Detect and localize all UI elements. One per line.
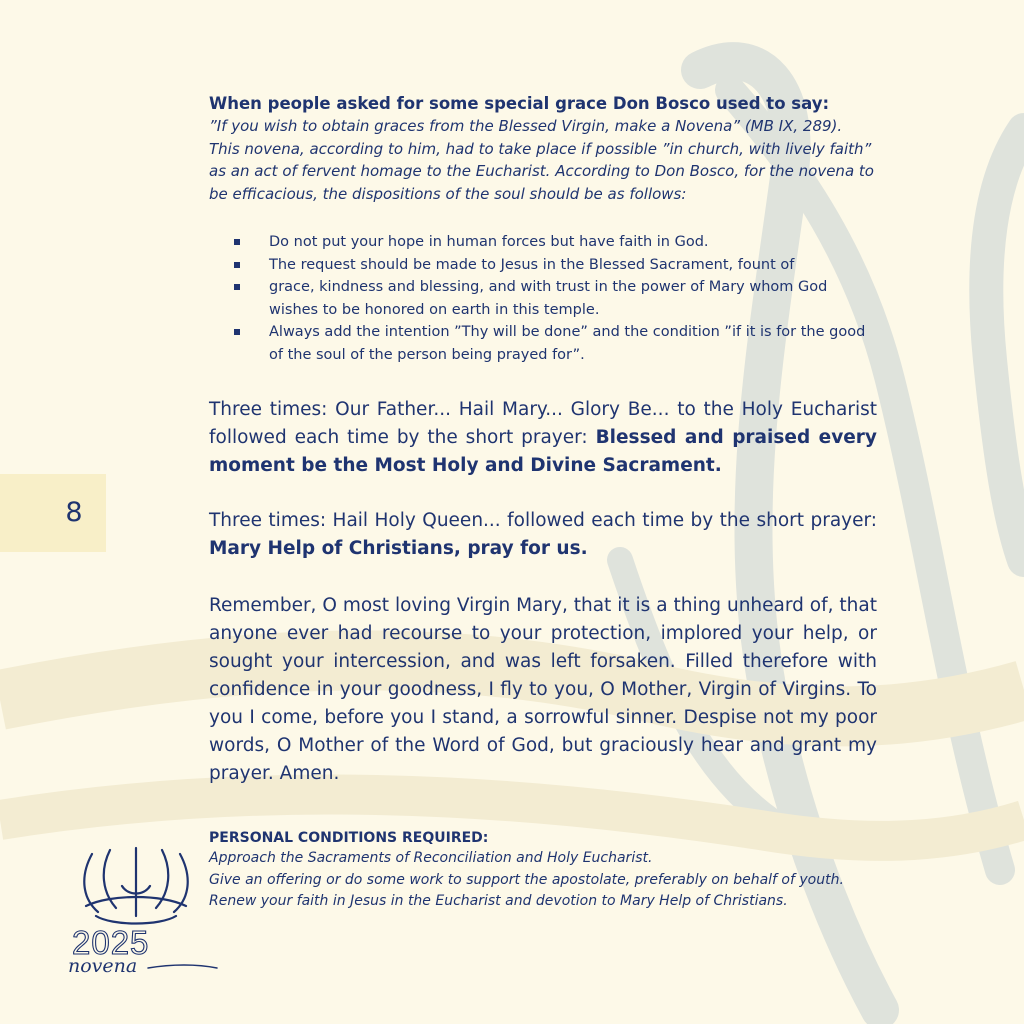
logo-year: 2025	[72, 924, 150, 961]
bullet-icon	[234, 239, 240, 245]
prayer-our-father-bold: Blessed and praised every moment be the Most Holy and Divine Sacrament.	[209, 427, 877, 477]
conditions-heading: PERSONAL CONDITIONS REQUIRED:	[209, 830, 489, 847]
prayer-hail-holy-queen-bold: Mary Help of Christians, pray for us.	[209, 538, 588, 560]
logo-swash	[148, 965, 217, 968]
memorare-prayer: Remember, O most loving Virgin Mary, that it is a thing unheard of, that anyone ever had recourse to your protection, implored your help, or sought your intercession, and was left forsaken. Filled therefore with confidence in your goodness, I fly to you, O Mother, Virgin of Virgins. To you I come, before you I stand, a sorrowful sinner. Despise not my poor words, O Mother of the Word of God, but graciously hear and grant my prayer. Amen.	[209, 595, 877, 785]
main-content	[209, 92, 877, 913]
list-item: Always add the intention ”Thy will be done” and the condition ”if it is for the good of the soul of the person being prayed for”.	[269, 321, 877, 366]
dispositions-list	[209, 231, 877, 366]
condition-item: Approach the Sacraments of Reconciliation and Holy Eucharist.	[209, 850, 653, 867]
marian-monogram-icon	[84, 848, 187, 924]
list-item: The request should be made to Jesus in the Blessed Sacrament, fount of	[269, 254, 877, 277]
list-item: Do not put your hope in human forces but have faith in God.	[269, 231, 877, 254]
prayer-our-father: Three times: Our Father... Hail Mary... Glory Be... to the Holy Eucharist followed each time by the short prayer: Blessed and praised every moment be the Most Holy and Divine Sacrament.	[209, 399, 877, 477]
list-item: grace, kindness and blessing, and with trust in the power of Mary whom God wishes to be honored on earth in this temple.	[269, 276, 877, 321]
condition-item: Give an offering or do some work to support the apostolate, preferably on behalf of youth.	[209, 871, 844, 888]
logo-word: novena	[68, 955, 138, 976]
intro-heading: When people asked for some special grace Don Bosco used to say:	[209, 94, 830, 113]
condition-item: Renew your faith in Jesus in the Eucharist and devotion to Mary Help of Christians.	[209, 893, 788, 910]
intro-text: ”If you wish to obtain graces from the Blessed Virgin, make a Novena” (MB IX, 289). This novena, according to him, had to take place if possible ”in church, with lively faith” as an act of fervent homage to the Eucharist. According to Don Bosco, for the novena to be efficacious, the dispositions of the soul should be as follows:	[209, 117, 874, 203]
bullet-icon	[234, 262, 240, 268]
novena-logo	[52, 846, 222, 976]
page-number: 8	[65, 497, 83, 528]
prayer-hail-holy-queen: Three times: Hail Holy Queen... followed each time by the short prayer: Mary Help of Christians, pray for us.	[209, 510, 877, 560]
bullet-icon	[234, 284, 240, 290]
bullet-icon	[234, 329, 240, 335]
conditions-section	[209, 828, 877, 913]
